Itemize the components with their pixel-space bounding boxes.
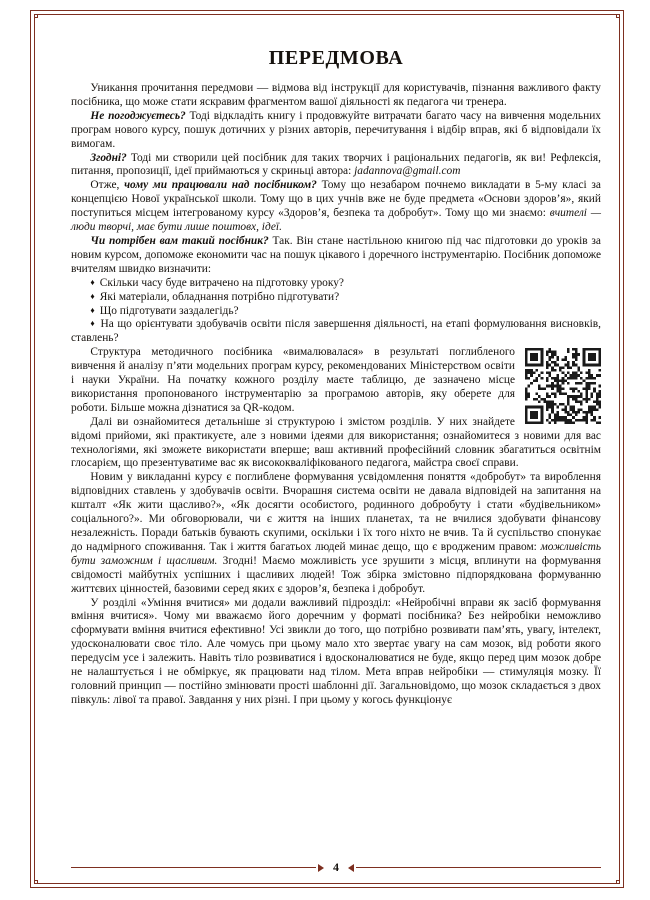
list-item-text: Які матеріали, обладнання потрібно підготувати? bbox=[99, 290, 340, 303]
list-item-text: Що підготувати заздалегідь? bbox=[99, 304, 239, 317]
diamond-bullet-icon: ♦ bbox=[90, 290, 95, 301]
paragraph-1 bbox=[71, 82, 601, 110]
paragraph-2 bbox=[71, 110, 601, 152]
page-number: 4 bbox=[333, 860, 339, 874]
paragraph-text: У розділі «Уміння вчитися» ми додали важливий підрозділ: «Нейробічні вправи як засіб формування вміння вчитися». Чому ми вважаємо його доречним у форматі посібника? Без нейробіки неможливо сформувати вміння вчитися ефективно! Усі звикли до того, що потрібно розвивати пам’ять, увагу, інтелект, удосконалювати своє тіло. Але чомусь при цьому мало хто звертає увагу на сам мозок, від роботи якого передусім усе і залежить. Навіть тіло розвиватися і вдосконалюватися не буде, якщо перед цим мозок добре не налаштується і не обміркує, як працювати над тілом. Мета вправ нейробіки — стимуляція мозку. Її головний принцип — постійно змінювати прості шаблонні дії. Загальновідомо, що мозок складається з двох півкуль: лівої та правої. Завдання у них різні. І при цьому у когось функціонує bbox=[71, 596, 601, 706]
paragraph-text: Згодні! Маємо можливість усе зрушити з місця, вплинути на формування свідомості майбутніх успішних і щасливих людей! Тож збірка змістовно підпорядкована формуванню життєвих цінностей, базовими серед яких є здоров’я, безпека і добробут. bbox=[71, 554, 601, 595]
qr-code bbox=[525, 348, 601, 424]
page-title: ПЕРЕДМОВА bbox=[268, 47, 404, 69]
frame-corner bbox=[34, 14, 38, 18]
paragraph-8 bbox=[71, 471, 601, 596]
paragraph-emphasis: вчителі — люди творчі, має бути лише поштовх, ідеї. bbox=[71, 207, 601, 234]
paragraph-lead: чому ми працювали над посібником? bbox=[124, 179, 317, 192]
footer-arrow-left-icon bbox=[348, 864, 354, 872]
body-text bbox=[71, 82, 601, 708]
paragraph-text: Тоді відкладіть книгу і продовжуйте витрачати багато часу на вивчення модельних програм нового курсу, пошук дотичних у різних авторів, перечитування і відбір вправ, які б відповідали їх вимогам. bbox=[71, 109, 601, 150]
list-item bbox=[71, 305, 601, 319]
paragraph-3 bbox=[71, 152, 601, 180]
diamond-bullet-icon: ♦ bbox=[90, 318, 96, 329]
list-item bbox=[71, 277, 601, 291]
list-item-text: Скільки часу буде витрачено на підготовку уроку? bbox=[99, 276, 344, 289]
paragraph-6 bbox=[71, 346, 601, 416]
paragraph-4 bbox=[71, 179, 601, 235]
frame-corner bbox=[616, 880, 620, 884]
paragraph-text: Новим у викладанні курсу є поглиблене формування усвідомлення поняття «добробут» та вироблення відповідних ставлень у здобувачів освіти. Вчорашня система освіти не давала відповідей на запитання на кшталт «Як жити щасливо?», «Як досягти особистого, родинного добробуту і стати «будівельником» соціального?». Ми обговорювали, чи є життя на інших планетах, та не вчилися здобувати фінансову незалежність. Поради батьків бувають скупими, оскільки і їх того ніхто не вчив. Та й суспільство спонукає до надмірного споживання. Так і життя багатьох людей минає дещо, що є вродженим правом: bbox=[71, 471, 601, 553]
paragraph-5 bbox=[71, 235, 601, 277]
footer-arrow-right-icon bbox=[318, 864, 324, 872]
paragraph-emphasis: можливість бути заможним і щасливим. bbox=[71, 540, 601, 567]
paragraph-lead: Не погоджуєтесь? bbox=[90, 109, 186, 122]
list-item bbox=[71, 291, 601, 305]
decorative-frame bbox=[30, 10, 624, 888]
paragraph-9 bbox=[71, 597, 601, 708]
diamond-bullet-icon: ♦ bbox=[90, 276, 95, 287]
list-item-text: На що орієнтувати здобувачів освіти після завершення діяльності, на етапі формулювання висновків, ставлень? bbox=[71, 318, 601, 345]
paragraph-text: Так. Він стане настільною книгою під час підготовки до уроків за новим курсом, допоможе економити час на пошук цікавого і доречного інструментарію. Посібник допоможе вчителям швидко визначити: bbox=[71, 234, 601, 275]
paragraph-lead: Згодні? bbox=[90, 151, 127, 164]
frame-corner bbox=[616, 14, 620, 18]
paragraph-text: Тоді ми створили цей посібник для таких творчих і раціональних педагогів, як ви! Рефлексія, питання, пропозиції, ідеї приймаються у скриньці автора: bbox=[71, 151, 601, 178]
diamond-bullet-icon: ♦ bbox=[90, 304, 95, 315]
author-email: jadannova@gmail.com bbox=[354, 165, 461, 178]
list-item bbox=[71, 318, 601, 346]
footer-rule bbox=[356, 867, 601, 868]
footer-rule bbox=[71, 867, 316, 868]
paragraph-lead: Чи потрібен вам такий посібник? bbox=[90, 234, 269, 247]
page-footer bbox=[71, 860, 601, 875]
page-content-area bbox=[34, 14, 620, 884]
paragraph-text: Далі ви ознайомитеся детальніше зі структурою і змістом розділів. У них знайдете відомі прийоми, які практикуєте, але з новими ідеями для використання; ознайомитеся з новими для вас технологіями, які зможете використати вперше; ваш активний професійний словник збагатиться освітнім глосарієм, що презентуватиме вас як висококваліфікованого педагога, майстра своєї справи. bbox=[71, 415, 601, 470]
frame-corner bbox=[34, 880, 38, 884]
paragraph-intro: Отже, bbox=[90, 179, 125, 192]
paragraph-text: Тому що незабаром почнемо викладати в 5-му класі за концепцією Нової української школи. Тому що в цих учнів вже не буде предмета «Основи здоров’я», який поступиться місцем інтегрованому курсу «Здоров’я, безпека та добробут». Тому що ми знаємо: bbox=[71, 179, 601, 220]
paragraph-7 bbox=[71, 416, 601, 472]
paragraph-text: Структура методичного посібника «вималювалася» в результаті поглибленого вивчення й аналізу п’яти модельних програм курсу, рекомендованих Міністерством освіти і науки України. На початку кожного розділу маєте таблицю, де зазначено місце використання пропонованого інструментарію за програмою авторів, яку оберете для роботи. Більше можна дізнатися за QR-кодом. bbox=[71, 346, 515, 414]
paragraph-text: Уникання прочитання передмови — відмова від інструкції для користувачів, пізнання важливого факту посібника, що може стати яскравим фрагментом вашої діяльності як педагога чи тренера. bbox=[71, 82, 601, 108]
